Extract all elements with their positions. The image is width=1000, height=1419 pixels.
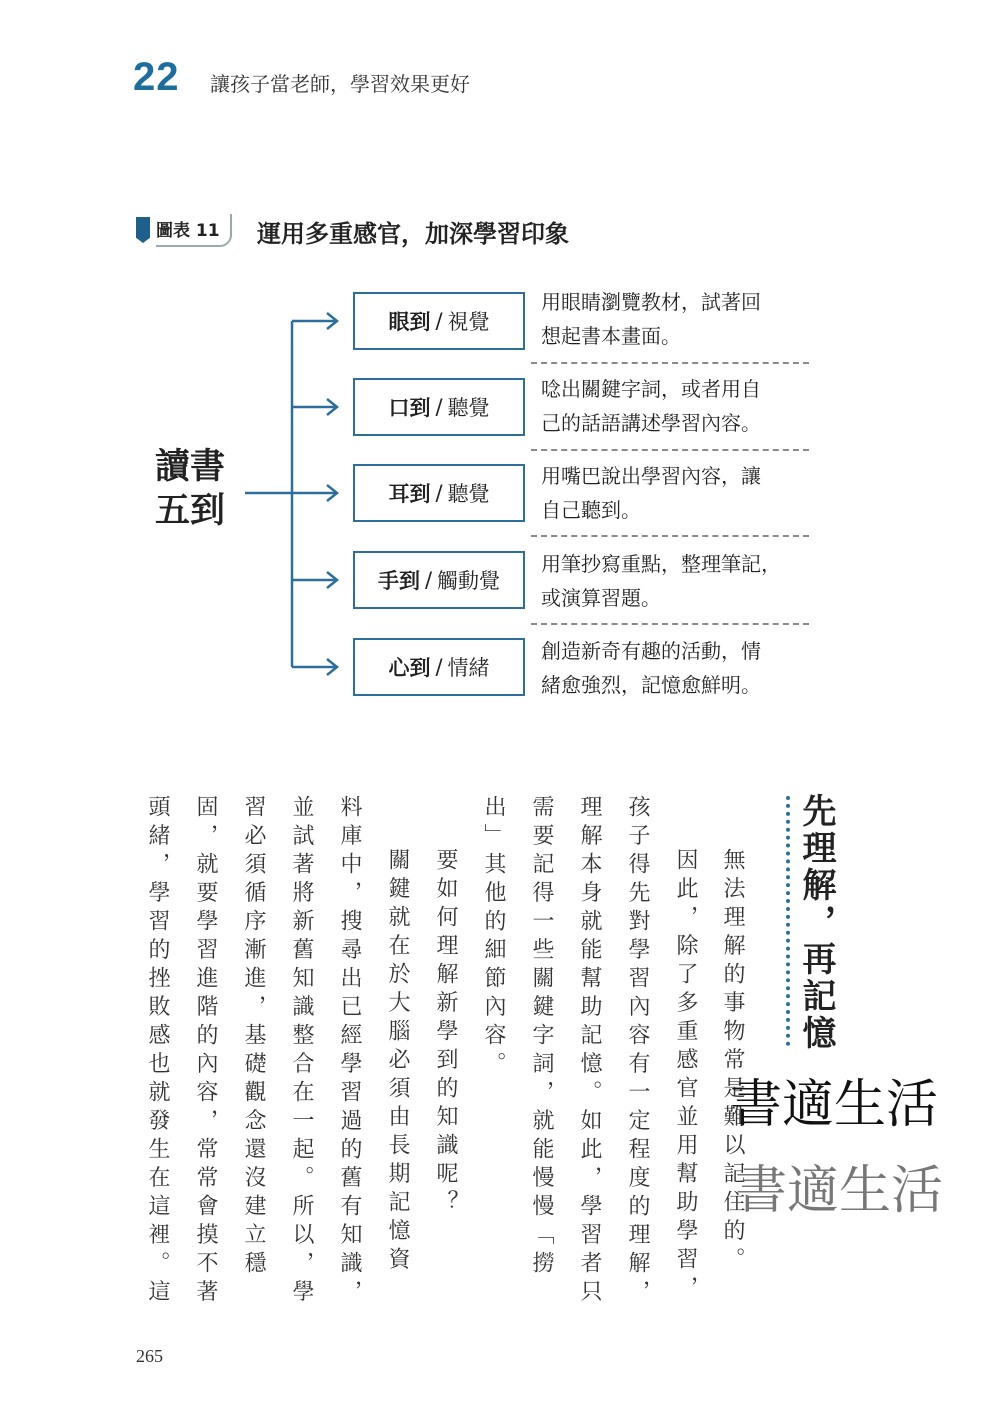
section-heading: 先理解，再記憶 [796,793,836,1052]
desc-line: 唸出關鍵字詞，或者用自 [541,377,761,401]
separator: / [435,481,443,505]
separator: / [435,655,443,679]
sense-type: 視覺 [447,310,490,334]
text-column: 需要記得一些關鍵字詞，就能慢慢「撈 [529,795,554,1280]
text-column: 出」其他的細節內容。 [481,795,506,1080]
sense-key: 耳到 [388,482,431,506]
sense-type: 聽覺 [447,396,490,420]
desc-line: 用眼睛瀏覽教材，試著回 [541,290,761,314]
desc-line: 或演算習題。 [541,586,661,610]
chapter-title: 讓孩子當老師，學習效果更好 [210,72,470,96]
dashed-divider [531,535,809,537]
sense-box [353,638,525,696]
separator: / [424,568,433,592]
text-column: 並試著將新舊知識整合在一起。所以，學 [289,795,314,1308]
dashed-divider [531,449,809,451]
separator: / [435,309,443,333]
diagram-root-label [155,445,235,533]
text-column: 固，就要學習進階的內容，常常會摸不著 [193,795,218,1308]
sense-key: 眼到 [388,310,431,334]
text-column: 料庫中，搜尋出已經學習過的舊有知識， [337,795,362,1308]
text-column: 孩子得先對學習內容有一定程度的理解， [625,795,650,1308]
desc-line: 用嘴巴說出學習內容，讓 [541,464,761,488]
figure-tag: 圖表 11 [156,214,232,247]
text-column: 因此，除了多重感官並用幫助學習， [673,848,698,1304]
desc-line: 創造新奇有趣的活動，情 [541,639,761,663]
text-column: 習必須循序漸進，基礎觀念還沒建立穩 [241,795,266,1280]
sense-key: 口到 [388,396,431,420]
sense-description [541,285,809,353]
desc-line: 己的話語講述學習內容。 [541,411,761,435]
sense-box [353,292,525,350]
text-column: 關鍵就在於大腦必須由長期記憶資 [385,848,410,1276]
dashed-divider [531,362,809,364]
watermark: 書適生活 [735,1161,944,1221]
separator: / [435,395,443,419]
text-column: 要如何理解新學到的知識呢？ [433,848,458,1219]
page-number: 265 [136,1346,163,1366]
root-line: 五到 [155,491,226,531]
sense-box [353,464,525,522]
sense-type: 聽覺 [447,482,490,506]
sense-box [353,378,525,436]
desc-line: 自己聽到。 [541,498,641,522]
text-column: 理解本身就能幫助記憶。如此，學習者只 [577,795,602,1308]
sense-description [541,547,809,615]
dashed-divider [531,623,809,625]
text-column: 無法理解的事物常是難以記住的。 [720,848,745,1276]
sense-description [541,634,809,702]
figure-title: 運用多重感官，加深學習印象 [257,220,569,248]
desc-line: 想起書本畫面。 [541,324,681,348]
sense-key: 手到 [377,569,420,593]
root-line: 讀書 [155,447,226,487]
desc-line: 用筆抄寫重點，整理筆記， [541,552,781,576]
sense-description [541,459,809,527]
sense-type: 觸動覺 [437,569,501,593]
sense-box [353,551,525,609]
heading-dots [786,796,790,1046]
chapter-number: 22 [133,55,180,99]
text-column: 頭緒，學習的挫敗感也就發生在這裡。這 [145,795,170,1308]
sense-key: 心到 [388,656,431,680]
sense-description [541,372,809,440]
watermark: 書適生活 [730,1075,939,1135]
desc-line: 緒愈強烈，記憶愈鮮明。 [541,673,761,697]
sense-type: 情緒 [447,656,490,680]
